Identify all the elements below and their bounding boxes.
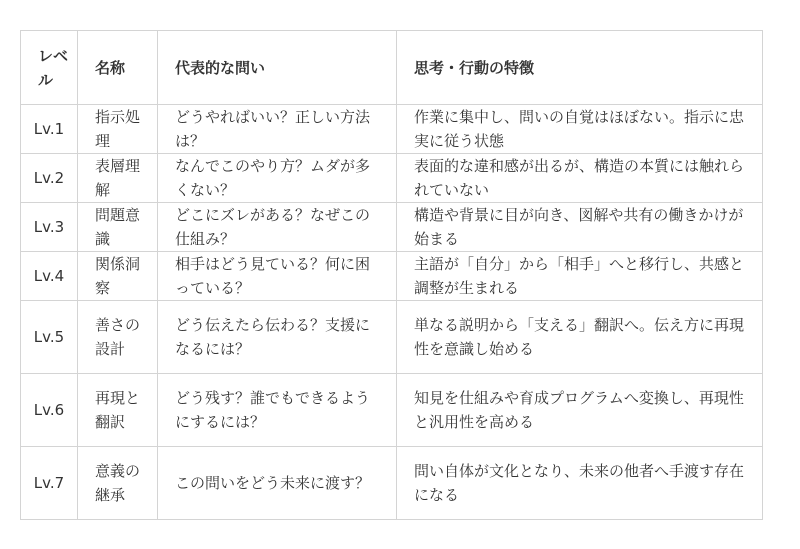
cell-name: 関係洞察: [78, 252, 158, 301]
table-row: [21, 374, 763, 447]
cell-question: どう伝えたら伝わる？支援になるには？: [158, 301, 397, 374]
cell-feature: 問い自体が文化となり、未来の他者へ手渡す存在になる: [397, 447, 763, 520]
cell-feature: 表面的な違和感が出るが、構造の本質には触れられていない: [397, 154, 763, 203]
cell-level: Lv.5: [21, 301, 78, 374]
cell-level: Lv.6: [21, 374, 78, 447]
cell-level: Lv.7: [21, 447, 78, 520]
cell-level: Lv.4: [21, 252, 78, 301]
level-table: [20, 30, 763, 520]
cell-feature: 単なる説明から「支える」翻訳へ。伝え方に再現性を意識し始める: [397, 301, 763, 374]
cell-name: 問題意識: [78, 203, 158, 252]
cell-level: Lv.2: [21, 154, 78, 203]
cell-level: Lv.1: [21, 105, 78, 154]
cell-name: 表層理解: [78, 154, 158, 203]
header-name: 名称: [78, 31, 158, 105]
table-row: [21, 252, 763, 301]
cell-question: どう残す？誰でもできるようにするには？: [158, 374, 397, 447]
cell-feature: 知見を仕組みや育成プログラムへ変換し、再現性と汎用性を高める: [397, 374, 763, 447]
header-feature: 思考・行動の特徴: [397, 31, 763, 105]
cell-question: この問いをどう未来に渡す？: [158, 447, 397, 520]
table-row: [21, 105, 763, 154]
cell-level: Lv.3: [21, 203, 78, 252]
header-level: レベル: [21, 31, 78, 105]
table-row: [21, 154, 763, 203]
table-header-row: [21, 31, 763, 105]
cell-name: 再現と翻訳: [78, 374, 158, 447]
cell-feature: 主語が「自分」から「相手」へと移行し、共感と調整が生まれる: [397, 252, 763, 301]
cell-name: 指示処理: [78, 105, 158, 154]
table-row: [21, 301, 763, 374]
table-row: [21, 203, 763, 252]
cell-question: どうやればいい？正しい方法は？: [158, 105, 397, 154]
cell-name: 善さの設計: [78, 301, 158, 374]
table-row: [21, 447, 763, 520]
cell-question: なんでこのやり方？ムダが多くない？: [158, 154, 397, 203]
cell-feature: 作業に集中し、問いの自覚はほぼない。指示に忠実に従う状態: [397, 105, 763, 154]
cell-question: どこにズレがある？なぜこの仕組み？: [158, 203, 397, 252]
cell-feature: 構造や背景に目が向き、図解や共有の働きかけが始まる: [397, 203, 763, 252]
cell-name: 意義の継承: [78, 447, 158, 520]
header-question: 代表的な問い: [158, 31, 397, 105]
cell-question: 相手はどう見ている？何に困っている？: [158, 252, 397, 301]
